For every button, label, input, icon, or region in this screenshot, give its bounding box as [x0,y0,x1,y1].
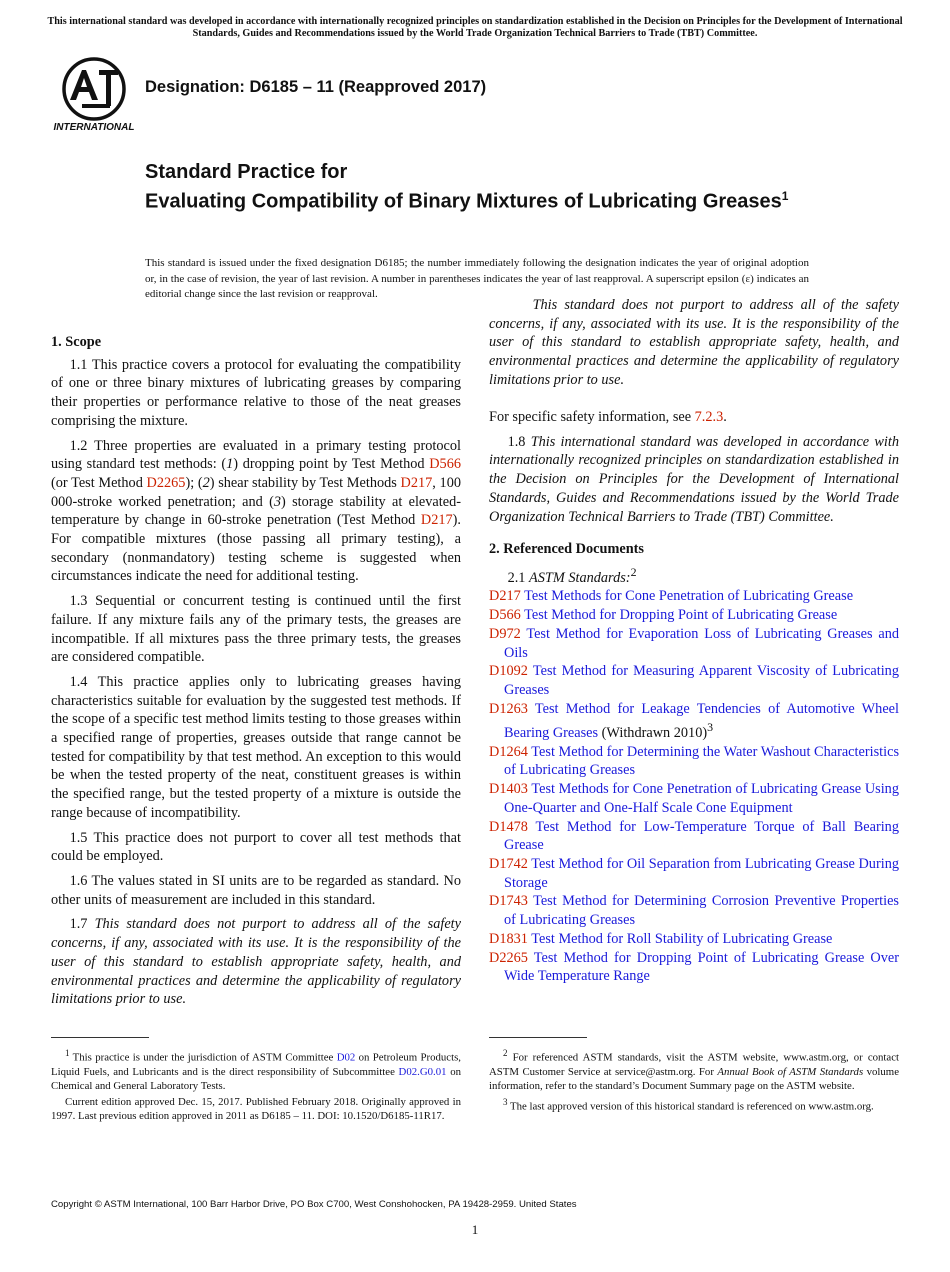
reference-title-link[interactable]: Test Method for Low-Temperature Torque of Ball Bearing Grease [504,818,899,854]
reference-title-link[interactable]: Test Methods for Cone Penetration of Lubricating Grease [524,588,854,605]
para-1-6: 1.6 The values stated in SI units are to be regarded as standard. No other units of measurement are included in this standard. [51,872,461,908]
para-1-5: 1.5 This practice does not purport to cover all test methods that could be employed. [51,829,461,865]
footnote-mark: 3 [707,720,714,735]
item-number: 3 [273,493,282,510]
reference-item [489,700,899,743]
para-1-1: 1.1 This practice covers a protocol for evaluating the compatibility of one or three binary mixtures of lubricating greases by comparing their properties or performance relative to those of the neat greases comprising the mixture. [51,356,461,429]
italic-text: This international standard was developed in accordance with internationally recognized principles on standardization established in the Decision on Principles for the Development of International Standards, Guides and Recommendations issued by the World Trade Organization Technical Barriers to Trade (TBT) Committee. [489,433,899,525]
para-1-4: 1.4 This practice applies only to lubricating greases having characteristics suitable for evaluation by the suggested test methods. If the scope of a specific test method limits testing to those greases within a specified range of properties, greases outside that range cannot be tested for compatibility by that test method. An exception to this would be when the tested property of the neat, constituent greases is within the specified range, but the tested property of a mixture is outside the range because of incompatibility. [51,673,461,821]
reference-title-link[interactable]: Test Method for Measuring Apparent Viscosity of Lubricating Greases [504,663,899,698]
footnotes-left [51,1046,461,1125]
title-footnote-mark: 1 [781,189,789,203]
referenced-list [489,587,899,986]
item-number: 1 [226,456,234,473]
copyright: Copyright © ASTM International, 100 Barr Harbor Drive, PO Box C700, West Conshohocken, PA 19428-2959. United States [51,1199,577,1210]
text: For referenced ASTM standards, visit the ASTM website, www.astm.org, or contact ASTM Customer Service at service@astm.org. For [489,1051,899,1078]
text: 1.2 Three properties are evaluated in a primary testing protocol using standard test methods: ( [51,437,461,473]
link-d217[interactable]: D217 [420,512,453,529]
reference-title-link[interactable]: Test Method for Roll Stability of Lubricating Grease [531,930,833,947]
scope-heading: 1. Scope [51,334,102,350]
page-number: 1 [471,1222,479,1237]
para-1-3: 1.3 Sequential or concurrent testing is continued until the first failure. If any mixture fails any of the primary tests, the greases are incompatible. If all mixtures pass the three primary tests, the greases are considered compatible. [51,593,461,666]
reference-item [489,818,899,855]
footnote-1-edition: Current edition approved Dec. 15, 2017. Published February 2018. Originally approved in 1997. Last previous edition approved in 2011 as D6185 – 11. DOI: 10.1520/D6185-11R17. [51,1095,461,1122]
footnote-1 [51,1046,461,1093]
reference-code-link[interactable]: D217 [489,588,521,605]
reference-code-link[interactable]: D1478 [489,818,528,835]
logo-text: INTERNATIONAL [53,122,135,133]
text: on Petroleum Products, Liquid Fuels, and Lubricants and is the direct responsibility of Subcommittee [51,1051,461,1078]
text: ). For compatible mixtures (those passing all primary testing), a secondary (nonmandatory) testing scheme is suggested when circumstances indicate the need for additional testing. [51,512,461,585]
footnote-mark: 3 [503,1096,508,1107]
title-block [145,160,845,214]
reference-title-link[interactable]: Test Method for Evaporation Loss of Lubricating Greases and Oils [504,625,899,661]
text: 2.1 [507,569,530,586]
referenced-heading: 2. Referenced Documents [489,541,644,558]
text: This practice is under the jurisdiction of ASTM Committee [69,1051,337,1064]
designation: Designation: D6185 – 11 (Reapproved 2017) [145,78,487,96]
italic-text: This standard does not purport to address all of the safety concerns, if any, associated with its use. It is the responsibility of the user of this standard to establish appropriate safety, health, and environmental practices and determine the applicability of regulatory limitations prior to use. [51,916,461,1008]
reference-suffix: (Withdrawn 2010) [598,725,708,742]
title-line-1: Standard Practice for [145,161,348,183]
reference-code-link[interactable]: D1092 [489,663,528,680]
reference-item [489,949,899,986]
footnotes-right [489,1046,899,1115]
reference-item [489,662,899,699]
reference-code-link[interactable]: D566 [489,607,521,624]
item-number: 2 [202,474,210,491]
link-d02-g0-01[interactable]: D02.G0.01 [398,1065,447,1078]
text: For specific safety information, see [489,409,695,425]
text: ) shear stability by Test Methods [209,474,401,491]
para-1-7-flow [489,296,899,390]
para-1-7-start [51,915,461,1008]
reference-title-link[interactable]: Test Method for Dropping Point of Lubricating Grease [524,607,838,624]
reference-item [489,606,899,625]
astm-logo [52,56,136,132]
reference-title-link[interactable]: Test Method for Leakage Tendencies of Automotive Wheel Bearing Greases [504,700,899,742]
text: ) dropping point by Test Method [233,456,430,473]
link-d2265[interactable]: D2265 [146,474,186,491]
link-d566[interactable]: D566 [429,456,461,473]
text: , 100 000-stroke worked penetration; and ( [51,474,461,510]
footnote-mark: 2 [503,1048,508,1058]
italic-text: Annual Book of ASTM Standards [717,1065,864,1078]
text: 1.7 [69,916,95,933]
reference-item [489,743,899,780]
text: ) storage stability at elevated-temperature by change in 60-stroke penetration (Test Method [51,493,461,529]
reference-title-link[interactable]: Test Method for Dropping Point of Lubricating Grease Over Wide Temperature Range [504,949,899,985]
link-d02[interactable]: D02 [336,1051,356,1064]
text: volume information, refer to the standard’s Document Summary page on the ASTM website. [489,1065,899,1092]
footnote-2 [489,1046,899,1093]
para-2-1 [489,563,899,587]
footnote-rule-right [489,1037,587,1038]
title-main: Evaluating Compatibility of Binary Mixtures of Lubricating Greases [145,190,782,213]
link-7-2-3[interactable]: 7.2.3 [694,409,724,425]
text: (or Test Method [51,474,147,491]
footnote-3 [489,1095,899,1114]
reference-title-link[interactable]: Test Method for Determining the Water Washout Characteristics of Lubricating Greases [504,743,900,779]
reference-code-link[interactable]: D972 [489,625,521,642]
para-1-8 [489,433,899,527]
text: The last approved version of this historical standard is referenced on www.astm.org. [507,1100,874,1113]
reference-code-link[interactable]: D1742 [489,856,528,872]
text: ); ( [185,474,203,491]
left-column [51,333,461,1008]
text: on Chemical and General Laboratory Tests. [51,1065,461,1092]
text: 1.8 [507,433,531,450]
reference-item [489,855,899,892]
reference-title-link[interactable]: Test Method for Oil Separation from Lubricating Grease During Storage [504,856,899,891]
reference-title-link[interactable]: Test Methods for Cone Penetration of Lubricating Grease Using One-Quarter and One-Half Scale Cone Equipment [504,781,899,816]
reference-code-link[interactable]: D1403 [489,781,528,798]
reference-code-link[interactable]: D1264 [489,743,528,760]
reference-item [489,587,899,606]
reference-code-link[interactable]: D1831 [489,930,528,947]
footnote-mark: 2 [630,564,637,579]
footnote-rule-left [51,1037,149,1038]
reference-item [489,892,899,929]
reference-code-link[interactable]: D2265 [489,949,528,966]
top-notice: This international standard was developed in accordance with internationally recognized principles on standardization established in the Decision on Principles for the Development of International Standards, Guides and Recommendations issued by the World Trade Organization Technical Barriers to Trade (TBT) Committee. [47,16,903,39]
para-1-7-end [489,408,899,427]
text: . [723,409,727,425]
para-1-2 [51,437,461,587]
title-line-2 [145,184,845,214]
reference-code-link[interactable]: D1263 [489,700,528,717]
right-column [489,297,900,986]
reference-item [489,625,899,662]
reference-item [489,780,899,817]
italic-text: ASTM Standards: [529,569,631,586]
link-d217[interactable]: D217 [400,474,433,491]
astm-logo-icon [52,56,136,132]
para-1-7-continued [489,297,899,408]
italic-text: This standard does not purport to address all of the safety concerns, if any, associated with its use. It is the responsibility of the user of this standard to establish appropriate safety, health, and environmental practices and determine the applicability of regulatory limitations prior to use. [489,297,899,388]
reference-title-link[interactable]: Test Method for Determining Corrosion Preventive Properties of Lubricating Greases [504,893,899,929]
reference-item [489,930,899,949]
issue-note: This standard is issued under the fixed designation D6185; the number immediately following the designation indicates the year of original adoption or, in the case of revision, the year of last revision. A number in parentheses indicates the year of last reapproval. A superscript epsilon (ε) indicates an editorial change since the last revision or reapproval. [145,257,809,300]
reference-code-link[interactable]: D1743 [489,893,528,910]
footnote-mark: 1 [65,1048,70,1058]
